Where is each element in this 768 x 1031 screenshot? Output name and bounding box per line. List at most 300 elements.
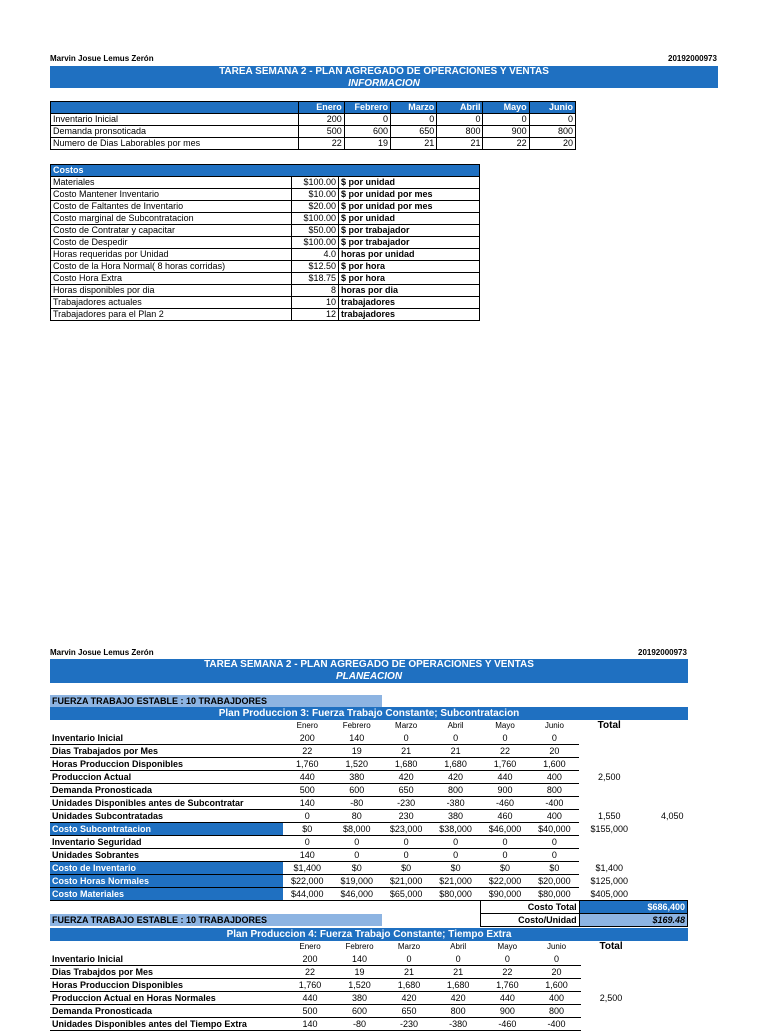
plan-cell: 20 — [530, 745, 579, 758]
plan-row-label: Dias Trabajados por Mes — [50, 745, 283, 758]
cell: 22 — [483, 138, 529, 150]
cell: 21 — [391, 138, 437, 150]
month-header: Junio — [544, 721, 564, 730]
cost-label: Costo marginal de Subcontratacion — [51, 213, 292, 225]
page-title-band — [50, 66, 718, 88]
page-subtitle: INFORMACION — [348, 78, 420, 89]
plan-cell: 440 — [283, 771, 332, 784]
cost-unit: $ por unidad — [339, 213, 480, 225]
info-table — [50, 101, 576, 150]
plan-cell: 500 — [283, 784, 332, 797]
month-header: Enero — [296, 721, 318, 730]
plan-cell: 650 — [381, 784, 430, 797]
plan-row-label: Unidades Disponibles antes del Tiempo Extra — [50, 1018, 285, 1031]
plan-row — [50, 1005, 688, 1018]
total-header: Total — [597, 720, 621, 731]
plan-row-label: Horas Produccion Disponibles — [50, 758, 283, 771]
cost-unit: $ por unidad por mes — [339, 201, 480, 213]
plan-row — [50, 771, 688, 784]
plan-cell: 1,600 — [532, 979, 581, 992]
month-header: Febrero — [344, 102, 390, 114]
plan-cell: -400 — [532, 1018, 581, 1031]
plan-row — [50, 745, 688, 758]
cell: 0 — [483, 114, 529, 126]
plan-cell: 650 — [384, 1005, 433, 1018]
plan-cell: $22,000 — [283, 875, 332, 888]
plan-cell: 0 — [384, 953, 433, 966]
cost-row — [51, 201, 480, 213]
cost-unit: $ por trabajador — [339, 225, 480, 237]
plan-cell: 800 — [434, 1005, 483, 1018]
plan-cell: 140 — [283, 849, 332, 862]
month-header: Enero — [299, 942, 321, 951]
cost-unit-label: Costo/Unidad — [480, 914, 579, 927]
page-subtitle-2: PLANEACION — [335, 671, 403, 682]
plan-total-cell — [579, 745, 639, 758]
student-id: 20192000973 — [668, 54, 717, 63]
plan-cell: $20,000 — [530, 875, 579, 888]
plan-cell: 1,760 — [483, 979, 532, 992]
plan-extra-cell — [639, 758, 687, 771]
page-title: TAREA SEMANA 2 - PLAN AGREGADO DE OPERACIONES Y VENTAS — [219, 66, 549, 77]
plan-cell: $40,000 — [530, 823, 579, 836]
plan-total-cell — [579, 758, 639, 771]
plan-row-label: Demanda Pronosticada — [50, 784, 283, 797]
plan-cell: 0 — [283, 836, 332, 849]
plan-header-row — [50, 941, 688, 953]
plan-total-cell — [579, 836, 639, 849]
plan-cell: 22 — [483, 966, 532, 979]
plan-row — [50, 849, 688, 862]
plan-cell: 0 — [381, 849, 430, 862]
spacer — [50, 901, 480, 914]
month-header: Abril — [437, 102, 483, 114]
plan-cell: 140 — [285, 1018, 334, 1031]
author-name-2: Marvin Josue Lemus Zerón — [50, 648, 154, 657]
cost-value: $12.50 — [292, 261, 339, 273]
plan-cell: 200 — [283, 732, 332, 745]
month-header: Mayo — [495, 721, 515, 730]
month-header: Mayo — [483, 102, 529, 114]
cost-row — [51, 177, 480, 189]
cost-value: $50.00 — [292, 225, 339, 237]
plan-cell: 1,760 — [285, 979, 334, 992]
plan-total-cell: $155,000 — [590, 824, 629, 834]
plan-extra-cell — [641, 966, 688, 979]
row-label: Numero de Dias Laborables por mes — [51, 138, 299, 150]
plan-total-cell — [579, 732, 639, 745]
plan-cell: 1,600 — [530, 758, 579, 771]
plan-row — [50, 810, 688, 823]
plan-extra-cell — [639, 784, 687, 797]
plan-extra-cell — [639, 745, 687, 758]
plan-row-label: Horas Produccion Disponibles — [50, 979, 285, 992]
cost-row — [51, 273, 480, 285]
plan-cell: $80,000 — [530, 888, 579, 901]
plan-cell: $0 — [480, 862, 529, 875]
cost-total-row — [50, 901, 688, 914]
plan-cell: -230 — [384, 1018, 433, 1031]
cost-value: $10.00 — [292, 189, 339, 201]
plan-row — [50, 979, 688, 992]
plan-cell: 600 — [332, 784, 381, 797]
plan-row — [50, 836, 688, 849]
plan-cell: $0 — [530, 862, 579, 875]
costs-header: Costos — [51, 165, 480, 177]
cost-total-label: Costo Total — [480, 901, 579, 914]
plan-extra-cell — [639, 771, 687, 784]
plan-row-label: Costo Horas Normales — [50, 875, 283, 888]
month-header: Marzo — [395, 721, 418, 730]
cost-value: $100.00 — [292, 213, 339, 225]
plan-row-label: Costo Materiales — [50, 888, 283, 901]
cell: 600 — [344, 126, 390, 138]
cell: 650 — [391, 126, 437, 138]
plan-cell: 21 — [431, 745, 480, 758]
cost-label: Costo Hora Extra — [51, 273, 292, 285]
plan-total-cell — [581, 1005, 641, 1018]
plan-header-blank — [50, 720, 283, 732]
plan-row — [50, 862, 688, 875]
cost-value: 4.0 — [292, 249, 339, 261]
plan-extra-cell — [639, 888, 687, 901]
cost-unit: horas por dia — [339, 285, 480, 297]
plan-cell: 1,520 — [335, 979, 385, 992]
plan3-table — [50, 720, 688, 927]
student-id-2: 20192000973 — [638, 648, 687, 657]
month-header: Junio — [546, 942, 567, 951]
plan-cell: 140 — [335, 953, 385, 966]
month-header: Marzo — [397, 942, 421, 951]
cost-label: Costo Mantener Inventario — [51, 189, 292, 201]
plan-cell: 380 — [335, 992, 385, 1005]
plan-cell: 0 — [283, 810, 332, 823]
plan-extra-cell — [639, 862, 687, 875]
plan-cell: 22 — [480, 745, 529, 758]
cost-value: 12 — [292, 309, 339, 321]
plan-cell: -460 — [480, 797, 529, 810]
plan-row — [50, 966, 688, 979]
plan-total-cell: 1,550 — [597, 811, 621, 821]
plan-total-cell — [581, 953, 641, 966]
page-title-band-2 — [50, 659, 688, 683]
cell: 500 — [298, 126, 344, 138]
plan-cell: 0 — [530, 849, 579, 862]
plan-cell: 19 — [332, 745, 381, 758]
row-label: Inventario Inicial — [51, 114, 299, 126]
cell: 0 — [391, 114, 437, 126]
plan-cell: $0 — [332, 862, 381, 875]
plan-cell: 400 — [532, 992, 581, 1005]
plan-cell: 0 — [480, 836, 529, 849]
plan-total-cell: $1,400 — [595, 863, 624, 873]
plan-row — [50, 758, 688, 771]
cost-label: Trabajadores actuales — [51, 297, 292, 309]
plan-cell: 420 — [431, 771, 480, 784]
plan-cell: 440 — [285, 992, 334, 1005]
info-row — [51, 138, 576, 150]
cost-unit: $ por trabajador — [339, 237, 480, 249]
month-header: Febrero — [342, 721, 371, 730]
cell: 200 — [298, 114, 344, 126]
cell: 900 — [483, 126, 529, 138]
plan-cell: 22 — [285, 966, 334, 979]
plan-cell: 500 — [285, 1005, 334, 1018]
cell: 0 — [344, 114, 390, 126]
plan-cell: 1,680 — [431, 758, 480, 771]
plan-cell: 1,760 — [480, 758, 529, 771]
cell: 800 — [437, 126, 483, 138]
plan-row — [50, 797, 688, 810]
plan-cell: 0 — [381, 836, 430, 849]
plan-row-label: Produccion Actual en Horas Normales — [50, 992, 285, 1005]
plan-row — [50, 1018, 688, 1031]
plan-row-label: Dias Trabajdos por Mes — [50, 966, 285, 979]
cost-row — [51, 309, 480, 321]
plan-cell: 1,680 — [434, 979, 483, 992]
cell: 20 — [529, 138, 575, 150]
plan-row-label: Inventario Inicial — [50, 732, 283, 745]
cost-row — [51, 237, 480, 249]
plan-cell: 230 — [381, 810, 430, 823]
plan-cell: $65,000 — [381, 888, 430, 901]
plan4-table — [50, 941, 688, 1031]
plan4-force-label: FUERZA TRABAJO ESTABLE : 10 TRABAJDORES — [50, 914, 382, 926]
plan-cell: 200 — [285, 953, 334, 966]
cost-value: $18.75 — [292, 273, 339, 285]
plan-cell: 400 — [530, 810, 579, 823]
plan-cell: -230 — [381, 797, 430, 810]
plan-cell: 0 — [431, 849, 480, 862]
cost-unit: $ por unidad — [339, 177, 480, 189]
plan-row — [50, 992, 688, 1005]
author-name: Marvin Josue Lemus Zerón — [50, 54, 154, 63]
plan-cell: -380 — [434, 1018, 483, 1031]
plan-row — [50, 784, 688, 797]
plan-cell: 380 — [431, 810, 480, 823]
cost-unit: $ por unidad por mes — [339, 189, 480, 201]
plan-cell: $19,000 — [332, 875, 381, 888]
costs-table — [50, 164, 480, 321]
plan-total-cell: $125,000 — [590, 876, 629, 886]
plan-cell: 420 — [381, 771, 430, 784]
plan-cell: 0 — [532, 953, 581, 966]
plan-extra-cell — [639, 797, 687, 810]
plan-total-cell — [579, 784, 639, 797]
cost-row — [51, 297, 480, 309]
info-header-blank — [51, 102, 299, 114]
plan-cell: 21 — [434, 966, 483, 979]
plan-cell: $21,000 — [431, 875, 480, 888]
plan-total-cell: 2,500 — [597, 772, 621, 782]
extra-header-blank — [639, 720, 687, 732]
cost-unit: $ por hora — [339, 273, 480, 285]
plan-cell: 1,760 — [283, 758, 332, 771]
plan-cell: 1,680 — [384, 979, 433, 992]
plan-row-label: Costo de Inventario — [50, 862, 283, 875]
plan-extra-cell — [639, 849, 687, 862]
plan-cell: $1,400 — [283, 862, 332, 875]
plan-total-cell — [581, 1018, 641, 1031]
plan-extra-cell — [641, 953, 688, 966]
plan-extra-cell — [641, 1005, 688, 1018]
plan-cell: -460 — [483, 1018, 532, 1031]
cell: 0 — [437, 114, 483, 126]
plan-row — [50, 823, 688, 836]
cost-label: Costo de Faltantes de Inventario — [51, 201, 292, 213]
plan-cell: 140 — [283, 797, 332, 810]
plan-cell: 0 — [483, 953, 532, 966]
plan-extra-cell — [639, 875, 687, 888]
plan-cell: 140 — [332, 732, 381, 745]
plan-row-label: Inventario Inicial — [50, 953, 285, 966]
plan-cell: 0 — [431, 732, 480, 745]
plan-cell: 1,680 — [381, 758, 430, 771]
row-label: Demanda pronsoticada — [51, 126, 299, 138]
plan-cell: 0 — [332, 849, 381, 862]
plan-cell: $80,000 — [431, 888, 480, 901]
plan4-title: Plan Produccion 4: Fuerza Trabajo Constante; Tiempo Extra — [50, 928, 688, 941]
plan-cell: 0 — [480, 849, 529, 862]
plan-row — [50, 732, 688, 745]
plan-cell: 21 — [384, 966, 433, 979]
plan-cell: $8,000 — [332, 823, 381, 836]
plan-cell: 20 — [532, 966, 581, 979]
month-header: Marzo — [391, 102, 437, 114]
cost-row — [51, 213, 480, 225]
info-row — [51, 114, 576, 126]
plan-total-cell: 2,500 — [599, 993, 623, 1003]
plan-cell: 460 — [480, 810, 529, 823]
plan-cell: 800 — [532, 1005, 581, 1018]
cell: 21 — [437, 138, 483, 150]
plan-cell: 21 — [381, 745, 430, 758]
plan-row — [50, 888, 688, 901]
cell: 22 — [298, 138, 344, 150]
plan-cell: 400 — [530, 771, 579, 784]
cost-row — [51, 249, 480, 261]
cost-unit: horas por unidad — [339, 249, 480, 261]
plan-cell: $21,000 — [381, 875, 430, 888]
plan-cell: -80 — [335, 1018, 385, 1031]
plan-row-label: Unidades Subcontratadas — [50, 810, 283, 823]
page-title-2: TAREA SEMANA 2 - PLAN AGREGADO DE OPERACIONES Y VENTAS — [204, 659, 534, 670]
plan-cell: $38,000 — [431, 823, 480, 836]
cost-label: Costo de Contratar y capacitar — [51, 225, 292, 237]
plan-row-label: Demanda Pronosticada — [50, 1005, 285, 1018]
month-header: Abril — [447, 721, 464, 730]
plan-extra-cell — [639, 732, 687, 745]
plan-header-blank — [50, 941, 285, 953]
plan-cell: 0 — [530, 836, 579, 849]
month-header: Febrero — [345, 942, 374, 951]
plan-cell: $90,000 — [480, 888, 529, 901]
month-header: Junio — [529, 102, 575, 114]
cost-unit-value: $169.48 — [579, 914, 687, 927]
plan-total-cell — [579, 849, 639, 862]
plan-cell: 0 — [332, 836, 381, 849]
cost-unit: $ por hora — [339, 261, 480, 273]
plan3-title: Plan Produccion 3: Fuerza Trabajo Constante; Subcontratacion — [50, 707, 688, 720]
plan-cell: $46,000 — [332, 888, 381, 901]
plan-row-label: Unidades Disponibles antes de Subcontratar — [50, 797, 283, 810]
plan-cell: 22 — [283, 745, 332, 758]
plan-cell: -400 — [530, 797, 579, 810]
plan-row-label: Costo Subcontratacion — [50, 823, 283, 836]
plan-cell: 420 — [434, 992, 483, 1005]
plan-total-cell — [581, 979, 641, 992]
plan-cell: 80 — [332, 810, 381, 823]
cost-unit: trabajadores — [339, 309, 480, 321]
total-header: Total — [599, 941, 623, 952]
plan-header-row — [50, 720, 688, 732]
cost-label: Horas disponibles por dia — [51, 285, 292, 297]
plan-cell: 0 — [530, 732, 579, 745]
cost-total-value: $686,400 — [579, 901, 687, 914]
plan-cell: 900 — [483, 1005, 532, 1018]
plan-cell: $44,000 — [283, 888, 332, 901]
plan-cell: 0 — [434, 953, 483, 966]
plan-cell: $23,000 — [381, 823, 430, 836]
plan-total-cell — [579, 797, 639, 810]
cost-row — [51, 225, 480, 237]
cost-row — [51, 261, 480, 273]
cost-label: Materiales — [51, 177, 292, 189]
plan-cell: 0 — [480, 732, 529, 745]
cell: 800 — [529, 126, 575, 138]
cost-label: Costo de Despedir — [51, 237, 292, 249]
plan-total-cell: $405,000 — [590, 888, 629, 899]
cost-value: $20.00 — [292, 201, 339, 213]
cost-value: 10 — [292, 297, 339, 309]
plan-row-label: Inventario Seguridad — [50, 836, 283, 849]
month-header: Enero — [298, 102, 344, 114]
cost-row — [51, 285, 480, 297]
plan-extra-cell — [641, 992, 688, 1005]
plan-cell: -80 — [332, 797, 381, 810]
cell: 0 — [529, 114, 575, 126]
cost-value: $100.00 — [292, 237, 339, 249]
plan-cell: 19 — [335, 966, 385, 979]
plan-cell: $0 — [431, 862, 480, 875]
plan-cell: $46,000 — [480, 823, 529, 836]
extra-header-blank — [641, 941, 688, 953]
plan-cell: 900 — [480, 784, 529, 797]
plan-cell: $22,000 — [480, 875, 529, 888]
cost-label: Costo de la Hora Normal( 8 horas corridas) — [51, 261, 292, 273]
plan-cell: $0 — [283, 823, 332, 836]
plan-cell: $0 — [381, 862, 430, 875]
plan-cell: 600 — [335, 1005, 385, 1018]
plan-cell: 0 — [431, 836, 480, 849]
plan-cell: 380 — [332, 771, 381, 784]
cost-unit: trabajadores — [339, 297, 480, 309]
plan-row — [50, 875, 688, 888]
cost-row — [51, 189, 480, 201]
plan-cell: 800 — [530, 784, 579, 797]
plan-cell: -380 — [431, 797, 480, 810]
plan-cell: 440 — [480, 771, 529, 784]
cell: 19 — [344, 138, 390, 150]
plan-cell: 0 — [381, 732, 430, 745]
plan-cell: 420 — [384, 992, 433, 1005]
plan-extra-cell — [639, 836, 687, 849]
plan-row-label: Produccion Actual — [50, 771, 283, 784]
plan-row — [50, 953, 688, 966]
cost-value: $100.00 — [292, 177, 339, 189]
cost-label: Trabajadores para el Plan 2 — [51, 309, 292, 321]
plan-cell: 800 — [431, 784, 480, 797]
